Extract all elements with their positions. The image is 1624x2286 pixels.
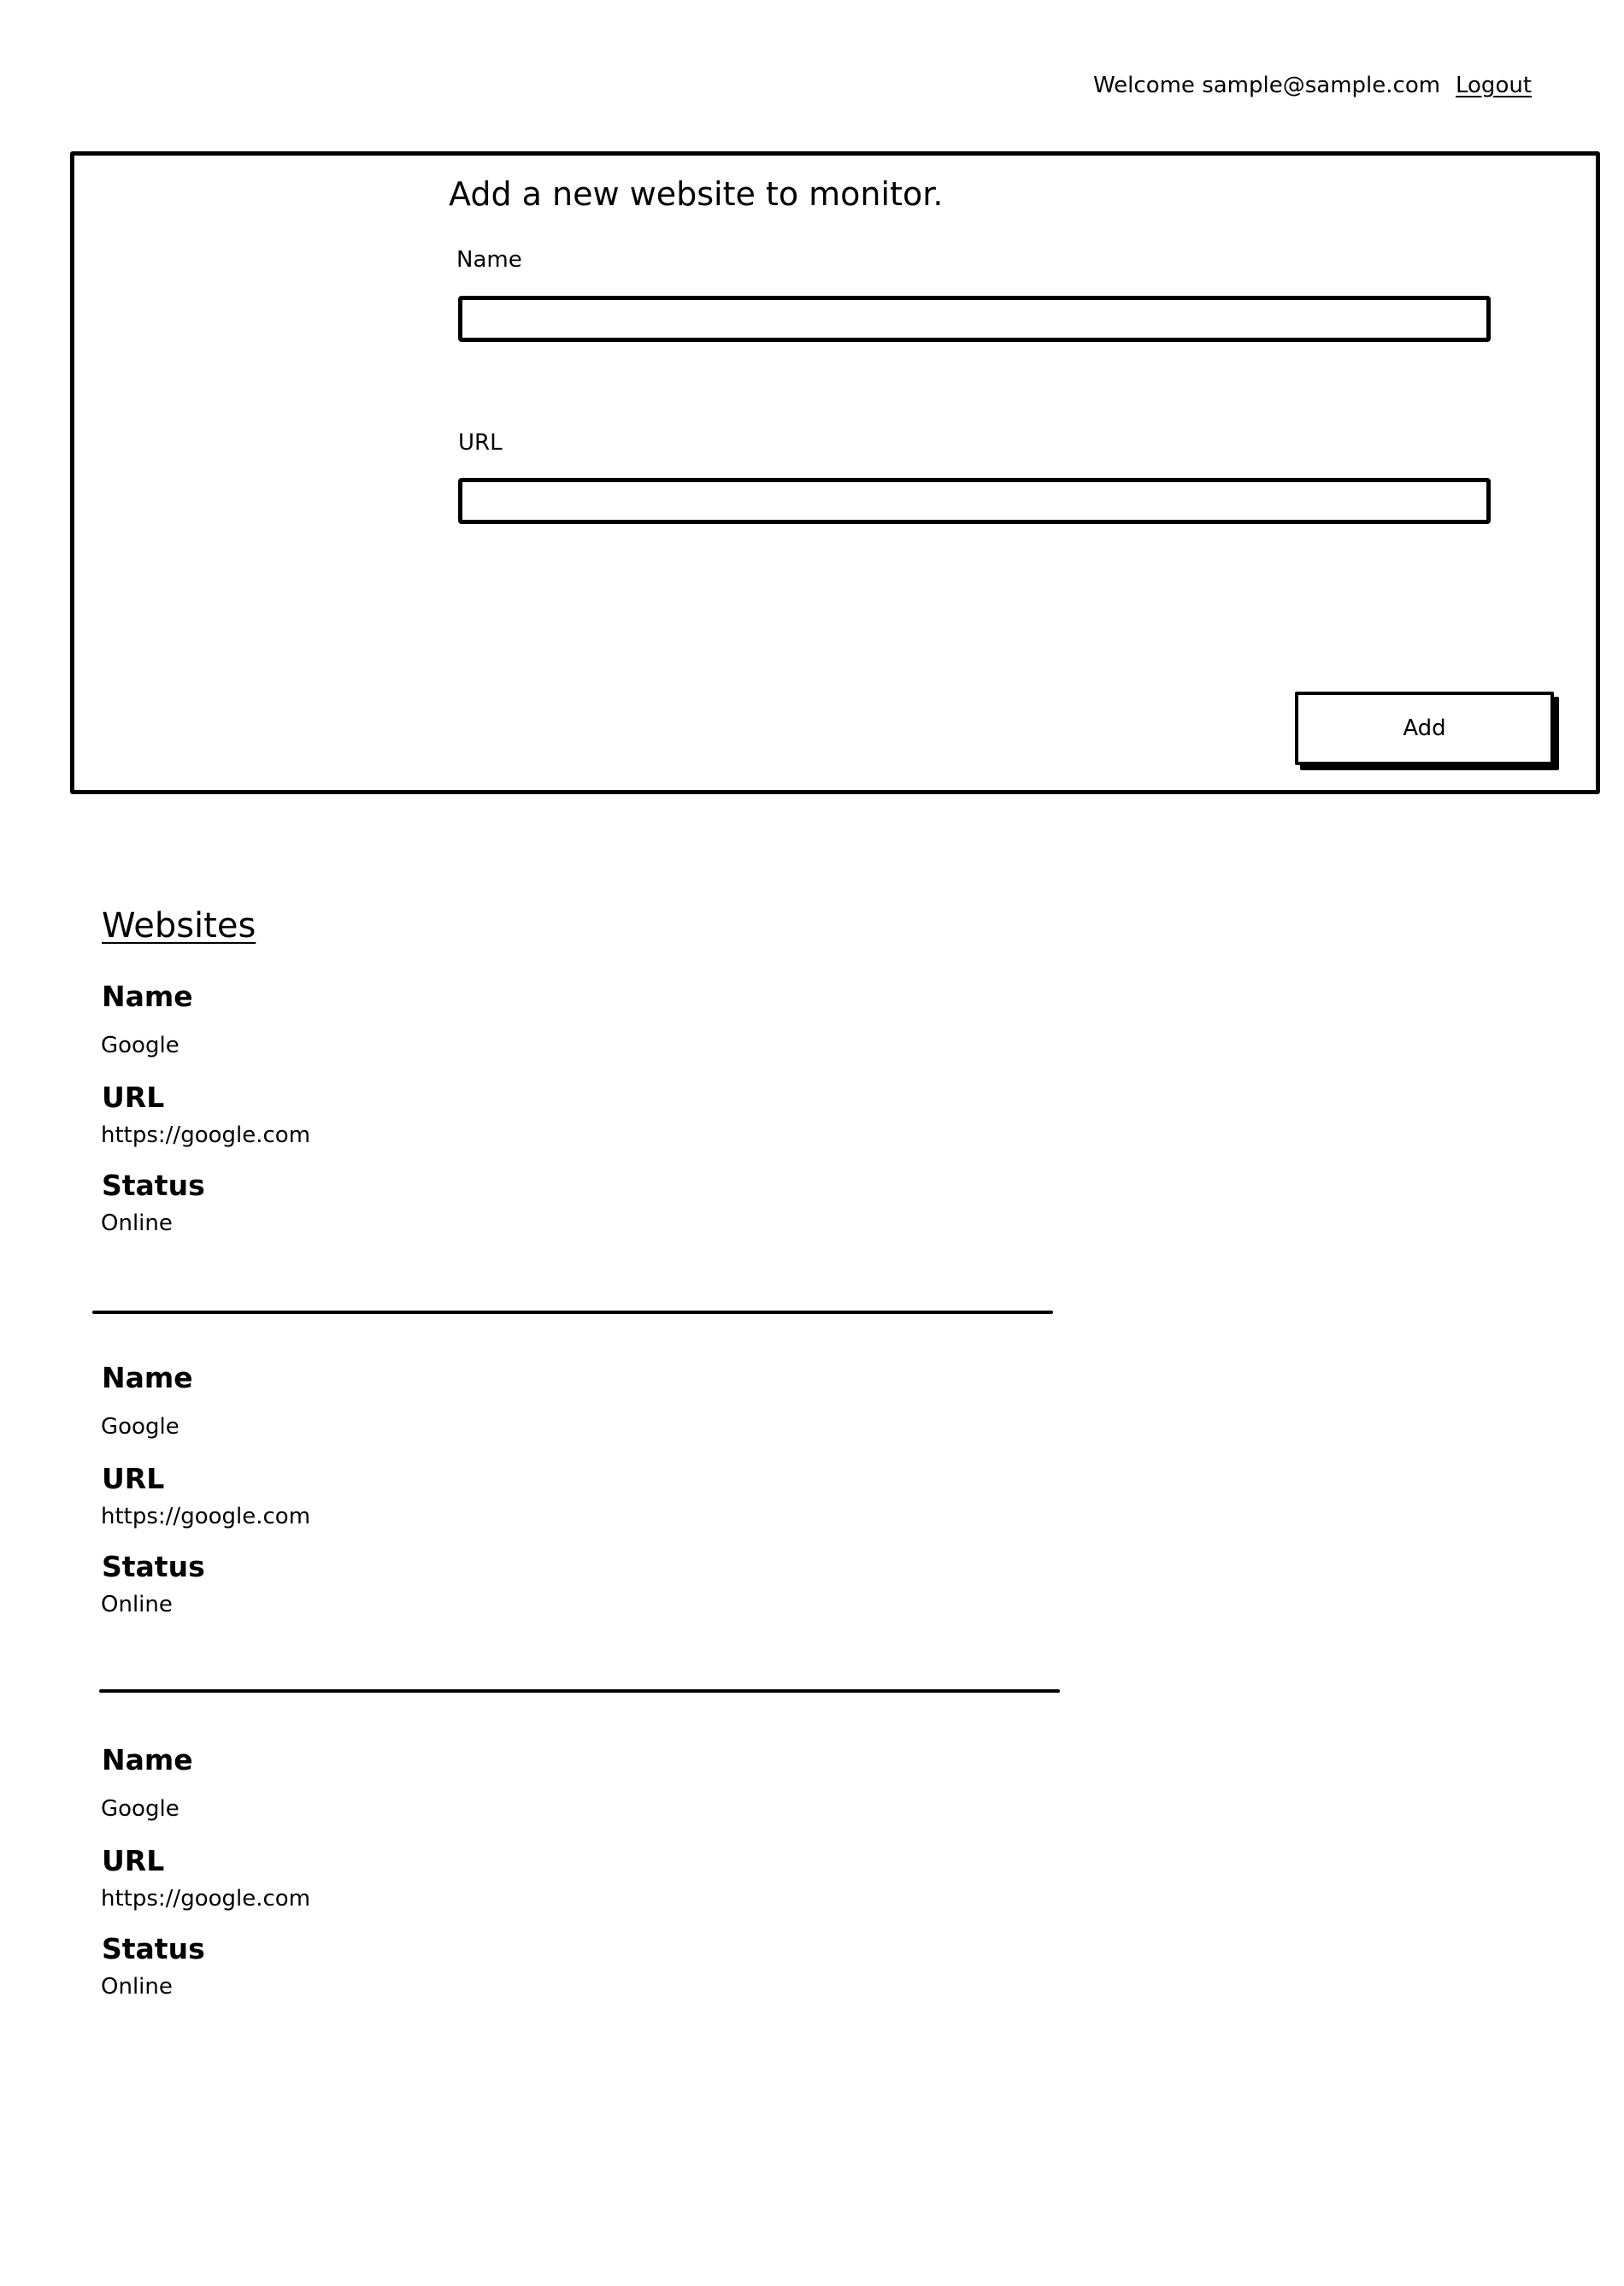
site-name-heading: Name xyxy=(102,980,193,1013)
logout-link[interactable]: Logout xyxy=(1456,73,1533,98)
site-url-value: https://google.com xyxy=(101,1122,311,1148)
site-status-heading: Status xyxy=(102,1550,205,1583)
site-url-value: https://google.com xyxy=(101,1504,311,1529)
add-button[interactable]: Add xyxy=(1295,692,1554,765)
site-status-value: Online xyxy=(101,1592,173,1617)
websites-heading: Websites xyxy=(102,906,256,946)
site-status-value: Online xyxy=(101,1211,173,1236)
site-name-heading: Name xyxy=(102,1743,193,1776)
site-name-value: Google xyxy=(101,1414,179,1440)
site-url-value: https://google.com xyxy=(101,1886,311,1912)
url-input[interactable] xyxy=(458,478,1491,524)
name-input[interactable] xyxy=(458,296,1491,342)
list-divider xyxy=(92,1311,1053,1314)
welcome-text: Welcome sample@sample.com xyxy=(1093,73,1441,98)
site-status-heading: Status xyxy=(102,1169,205,1202)
url-field-label: URL xyxy=(458,430,503,456)
site-url-heading: URL xyxy=(102,1081,165,1114)
form-title: Add a new website to monitor. xyxy=(449,175,944,213)
site-url-heading: URL xyxy=(102,1462,165,1495)
name-field-label: Name xyxy=(456,247,522,273)
site-name-heading: Name xyxy=(102,1361,193,1394)
site-status-heading: Status xyxy=(102,1932,205,1965)
site-url-heading: URL xyxy=(102,1844,165,1877)
list-divider xyxy=(99,1689,1060,1693)
site-name-value: Google xyxy=(101,1033,179,1058)
site-status-value: Online xyxy=(101,1974,173,2000)
site-name-value: Google xyxy=(101,1796,179,1822)
